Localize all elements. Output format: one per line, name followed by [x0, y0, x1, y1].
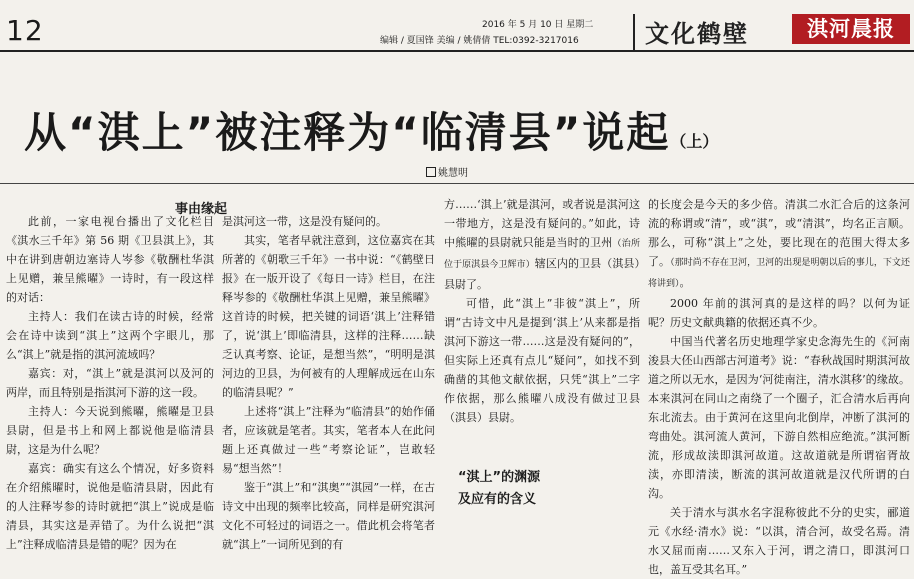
paragraph: 关于清水与淇水名字混称彼此不分的史实，郦道元《水经·清水》说：“以淇，清合河，故受名焉。清水又屈而南……又东入于河，谓之清口，即淇河口也，盖互受其名耳。” — [648, 506, 910, 576]
paragraph: 方……‘淇上’就是淇河，或者说是淇河这一带地方，这是没有疑问的。”如此，诗中熊曜的县尉就只能是当时的卫州（治所位于原淇县今卫辉市）辖区内的卫县（淇县）县尉了。 — [444, 198, 640, 291]
byline-rule — [0, 183, 914, 184]
paragraph: 的长度会是今天的多少倍。清淇二水汇合后的这条河流的称谓或“清”，或“淇”，或“清淇”，均名正言顺。那么，可称“淇上”之处，要比现在的范围大得太多了。（那时尚不存在卫河，卫河的出现是明朝以后的事儿，下文还将讲到）。 — [648, 198, 910, 289]
paragraph: 2000 年前的淇河真的是这样的吗？以何为证呢？历史文献典籍的依据还真不少。 — [648, 297, 910, 329]
column-3 — [444, 195, 640, 437]
byline-box-icon — [426, 167, 436, 177]
editor-note: （那时尚不存在卫河，卫河的出现是明朝以后的事儿，下文还将讲到） — [648, 258, 910, 289]
headline-part: （上） — [670, 132, 719, 151]
editor-note: （治所位于原淇县今卫辉市） — [444, 239, 640, 270]
paragraph: 是淇河这一带，这是没有疑问的。 — [222, 215, 387, 228]
header-rule — [0, 50, 914, 52]
page-number: 12 — [6, 14, 44, 47]
paragraph: 嘉宾：对，“淇上”就是淇河以及河的两岸，而且特别是指淇河下游的这一段。 — [6, 367, 214, 399]
issue-date: 2016 年 5 月 10 日 星期二 — [482, 20, 594, 30]
subheading-origin: 事由缘起 — [175, 202, 228, 217]
paragraph: 主持人：今天说到熊曜，熊曜是卫县县尉，但是书上和网上都说他是临清县尉，这是为什么呢？ — [6, 405, 214, 456]
article-headline — [24, 100, 718, 160]
paragraph: 上述将“淇上”注释为“临清县”的始作俑者，应该就是笔者。其实，笔者本人在此问题上还真做过一些“考察论证”，岂敢轻易“想当然”！ — [222, 405, 435, 475]
column-1 — [6, 212, 214, 551]
column-4 — [648, 195, 910, 576]
editor-credits: 编辑 / 夏国锋 美编 / 姚倩倩 TEL:0392-3217016 — [380, 36, 579, 46]
paragraph: 嘉宾：确实有这么个情况，好多资料在介绍熊曜时，说他是临清县尉，因此有的人注释岑参的诗时就把“淇上”说成是临清县，其实这是弄错了。为什么说把“淇上”注释成临清县是错的呢？因为在 — [6, 462, 214, 551]
byline — [426, 164, 468, 179]
author-name: 姚慧明 — [438, 168, 468, 179]
subheading-source-line1: “淇上”的渊源 — [458, 470, 541, 485]
paragraph: 主持人：我们在读古诗的时候，经常会在诗中读到“淇上”这两个字眼儿，那么“淇上”就是指的淇河流域吗？ — [6, 310, 214, 361]
paragraph: 可惜，此“淇上”非彼“淇上”，所谓“古诗文中凡是提到‘淇上’从来都是指淇河下游这一带……这是没有疑问的”，但实际上还真有点儿“疑问”，如找不到确凿的其他文献依据，只凭“淇上”二字作依据，那么熊曜八成没有做过卫县（淇县）县尉。 — [444, 297, 640, 424]
section-name: 文化鹤壁 — [645, 20, 749, 48]
subheading-source-line2: 及应有的含义 — [458, 492, 537, 507]
paragraph: 鉴于“淇上”和“淇奥”“淇园”一样，在古诗文中出现的频率比较高，同样是研究淇河文化不可轻过的词语之一。借此机会将笔者就“淇上”一词所见到的有 — [222, 481, 435, 551]
paper-name-logo: 淇河晨报 — [792, 14, 910, 44]
column-2 — [222, 212, 435, 551]
header-divider — [633, 14, 635, 50]
paragraph: 其实，笔者早就注意到，这位嘉宾在其所著的《朝歌三千年》一书中说：“《鹤壁日报》在一版开设了《每日一诗》栏目，在注释岑参的《敬酬杜华淇上见赠，兼呈熊曜》这首诗的时候，把关键的词语‘淇上’注释错了，说‘淇上’即临清县，这样的注释……缺乏认真考察、论证，是想当然”，“明明是淇河边的卫县，为何被有的人理解成远在山东的临清县呢？” — [222, 234, 435, 399]
headline-text: 从“淇上”被注释为“临清县”说起 — [24, 108, 671, 157]
paragraph: 此前，一家电视台播出了文化栏目《淇水三千年》第 56 期《卫县淇上》，其中在讲到唐朝边塞诗人岑参《敬酬杜华淇上见赠，兼呈熊曜》一诗时，有一段这样的对话： — [6, 215, 214, 304]
paragraph: 中国当代著名历史地理学家史念海先生的《河南浚县大伾山西部古河道考》说：“春秋战国时期淇河故道之所以无水，是因为‘河徙南注，清水淇移’的缘故。本来淇河在同山之南绕了一个圈子，汇合清水后再向东北流去。由于黄河在这里向北倒岸，冲断了淇河的弯曲处。淇河流人黄河，下游自然相应绝流。”淇河断流，形成故渎即淇河故道。这故道就是所谓宿胥故渎，亦即清渎，断流的淇河故道就是汉代所谓的白沟。 — [648, 335, 910, 500]
